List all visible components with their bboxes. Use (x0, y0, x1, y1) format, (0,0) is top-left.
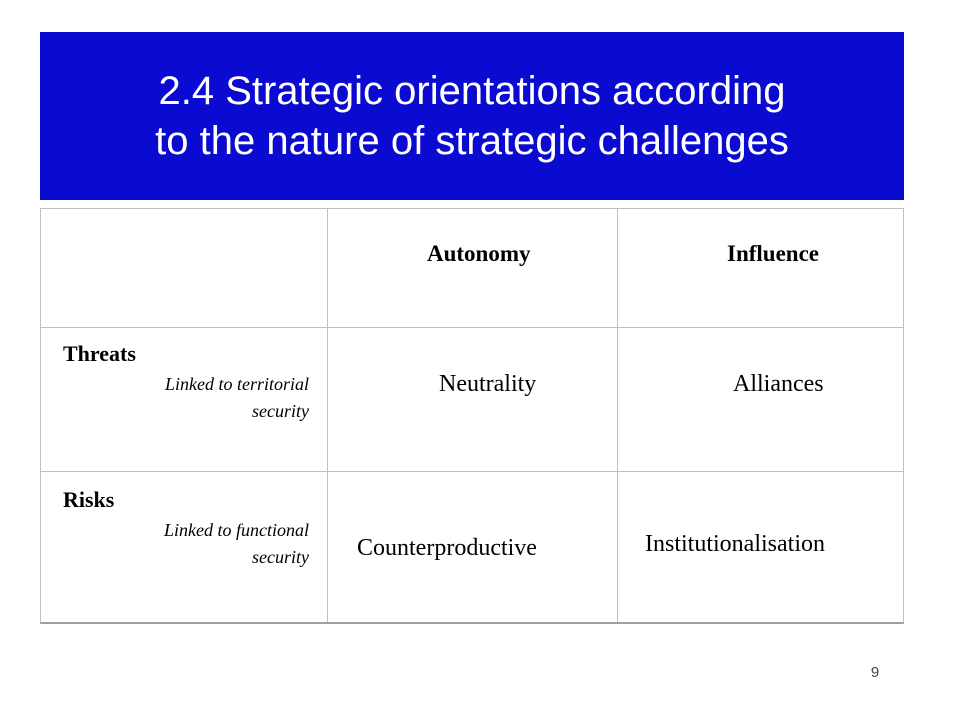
row-subtitle-threats-line-1: Linked to territorial (165, 374, 309, 394)
slide-title-line-1: 2.4 Strategic orientations according (158, 69, 786, 113)
slide-title (155, 66, 789, 166)
orientation-table (40, 208, 904, 624)
row-subtitle-threats (61, 371, 309, 425)
cell-alliances: Alliances (733, 371, 824, 397)
row-subtitle-risks (61, 517, 309, 571)
cell-neutrality: Neutrality (439, 371, 537, 397)
row-header-risks: Risks (63, 487, 115, 512)
slide-title-banner (40, 32, 904, 200)
cell-institutionalisation: Institutionalisation (645, 531, 825, 557)
row-header-threats: Threats (63, 341, 136, 366)
page-number: 9 (870, 664, 880, 681)
row-subtitle-threats-line-2: security (252, 401, 309, 421)
row-subtitle-risks-line-1: Linked to functional (164, 520, 309, 540)
column-header-autonomy: Autonomy (427, 241, 531, 266)
table-divider-vertical-1 (327, 209, 328, 622)
cell-counterproductive: Counterproductive (357, 535, 537, 561)
row-subtitle-risks-line-2: security (252, 547, 309, 567)
table-divider-horizontal-2 (41, 471, 903, 472)
column-header-influence: Influence (727, 241, 819, 266)
table-divider-horizontal-1 (41, 327, 903, 328)
slide-title-line-2: to the nature of strategic challenges (155, 119, 789, 163)
table-divider-vertical-2 (617, 209, 618, 622)
